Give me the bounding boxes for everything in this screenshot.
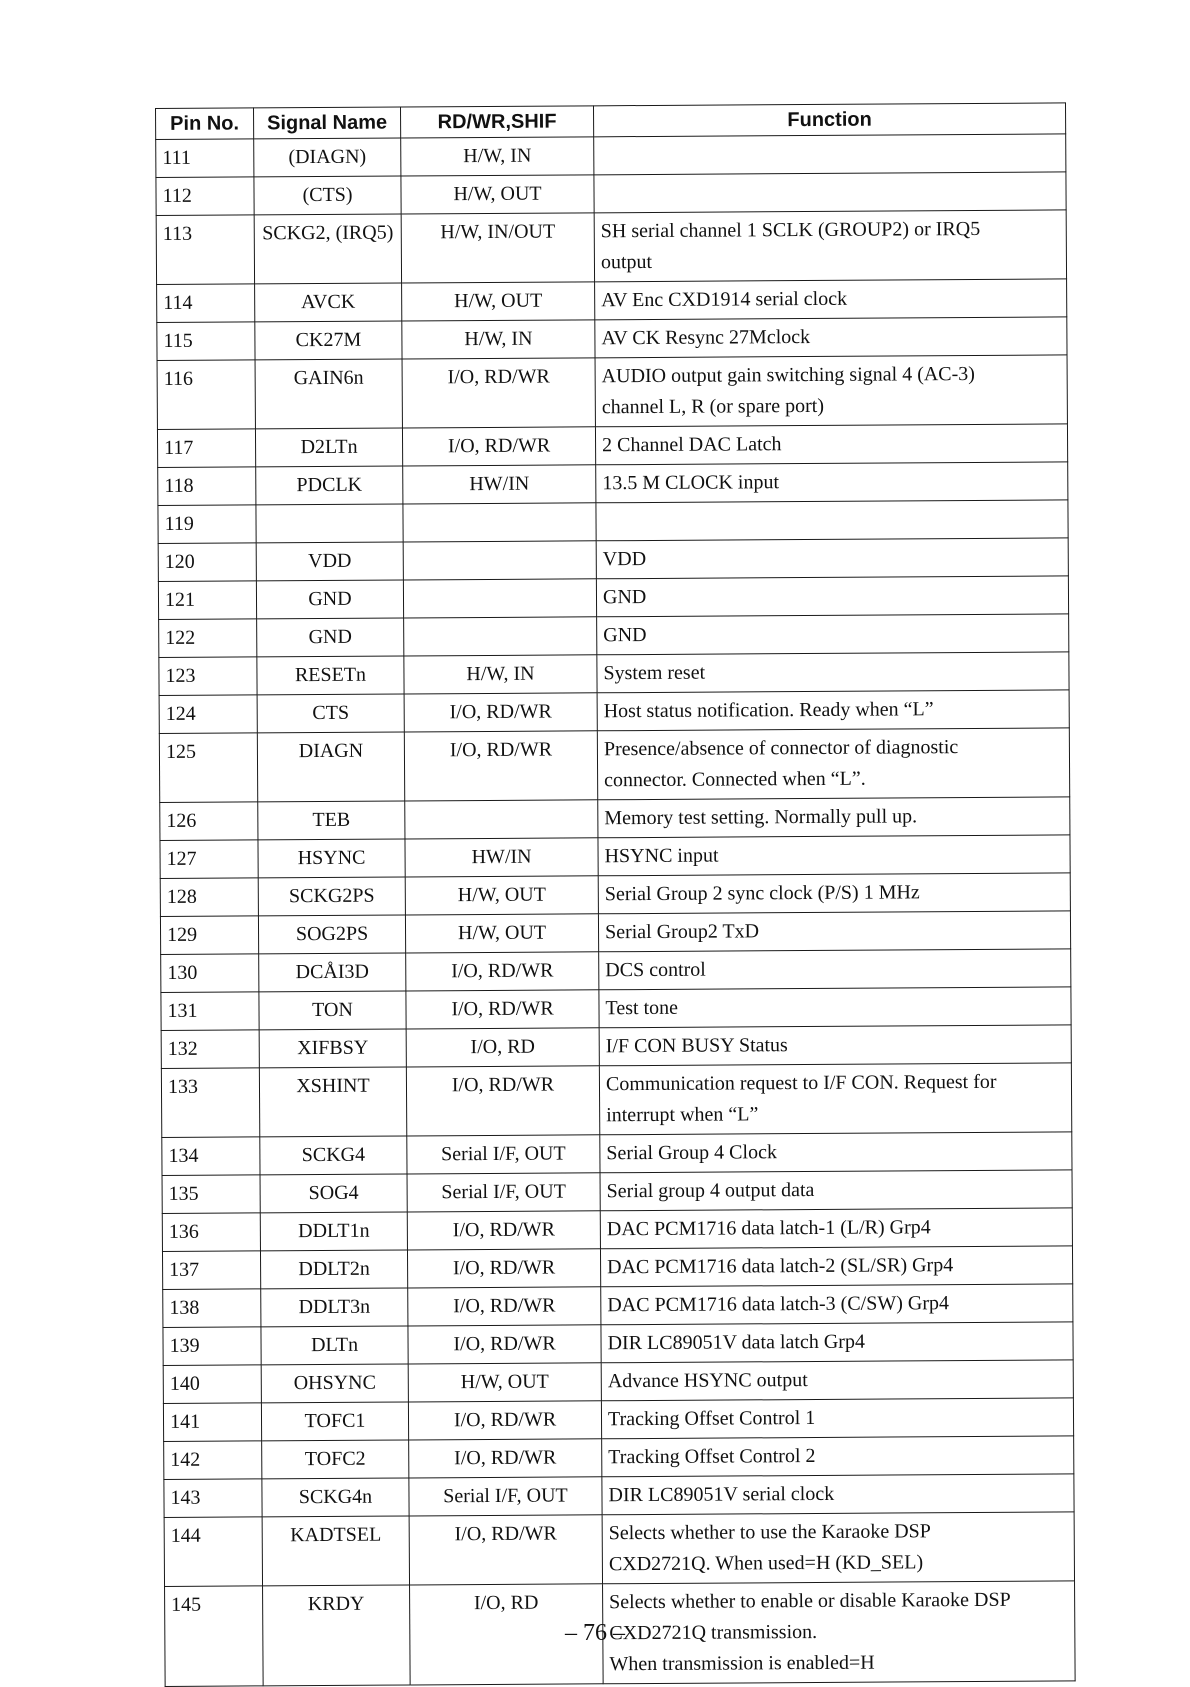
table-row	[157, 279, 1067, 323]
pin-number-cell: 116	[157, 360, 255, 430]
table-row	[161, 1063, 1071, 1138]
table-row	[158, 576, 1068, 620]
function-text-line: channel L, R (or spare port)	[601, 394, 825, 419]
table-row	[157, 355, 1067, 430]
signal-name-cell: VDD	[256, 542, 403, 581]
pin-number-cell: 121	[158, 581, 256, 620]
table-body	[156, 134, 1075, 1687]
signal-name-cell: SOG4	[260, 1174, 407, 1213]
function-text-line: CXD2721Q. When used=H (KD_SEL)	[608, 1551, 924, 1576]
table-row	[160, 911, 1070, 955]
function-cell	[596, 576, 1068, 617]
signal-name-cell: TOFC1	[261, 1402, 408, 1441]
rd-wr-shif-cell: I/O, RD/WR	[408, 1401, 601, 1440]
function-cell	[595, 317, 1067, 358]
function-text-line: 2 Channel DAC Latch	[602, 433, 782, 457]
table-row	[163, 1398, 1073, 1442]
function-cell	[594, 172, 1066, 213]
signal-name-cell: DCÅI3D	[259, 953, 406, 992]
rd-wr-shif-cell: H/W, OUT	[405, 876, 598, 915]
signal-name-cell: SOG2PS	[258, 915, 405, 954]
function-text-line: Tracking Offset Control 2	[608, 1444, 816, 1469]
function-cell	[600, 1170, 1072, 1211]
function-text-line: Selects whether to use the Karaoke DSP	[608, 1520, 931, 1545]
page-number: – 76 –	[565, 1620, 625, 1646]
pin-number-cell: 129	[160, 916, 258, 955]
pin-number-cell: 135	[162, 1175, 260, 1214]
function-cell	[598, 835, 1070, 876]
table-row	[159, 614, 1069, 658]
table-row	[162, 1170, 1072, 1214]
signal-name-cell: DDLT1n	[260, 1212, 407, 1251]
rd-wr-shif-cell: I/O, RD/WR	[409, 1515, 602, 1585]
rd-wr-shif-cell	[403, 541, 596, 580]
rd-wr-shif-cell: HW/IN	[403, 465, 596, 504]
signal-name-cell: DDLT3n	[261, 1288, 408, 1327]
signal-name-cell: D2LTn	[255, 428, 402, 467]
function-text-line: System reset	[603, 661, 706, 685]
signal-name-cell: DDLT2n	[260, 1250, 407, 1289]
rd-wr-shif-cell: Serial I/F, OUT	[409, 1477, 602, 1516]
function-cell	[599, 949, 1071, 990]
table-row	[156, 172, 1066, 216]
function-text-line: Memory test setting. Normally pull up.	[604, 805, 918, 830]
function-cell	[600, 1208, 1072, 1249]
pin-number-cell: 122	[159, 619, 257, 658]
function-cell	[601, 1284, 1073, 1325]
signal-name-cell: TEB	[258, 801, 405, 840]
pin-number-cell: 138	[163, 1289, 261, 1328]
function-text-line: output	[600, 250, 653, 274]
rd-wr-shif-cell	[403, 503, 596, 542]
function-cell	[598, 797, 1070, 838]
rd-wr-shif-cell: I/O, RD/WR	[402, 427, 595, 466]
pin-number-cell: 115	[157, 322, 255, 361]
signal-name-cell: SCKG4n	[262, 1478, 409, 1517]
function-text-line: Host status notification. Ready when “L”	[603, 698, 934, 723]
header-signal-name: Signal Name	[254, 107, 401, 139]
table-row	[160, 873, 1070, 917]
pin-number-cell: 112	[156, 177, 254, 216]
signal-name-cell: RESETn	[257, 656, 404, 695]
function-text-line: DCS control	[605, 958, 706, 982]
function-text-line: DAC PCM1716 data latch-2 (SL/SR) Grp4	[607, 1254, 954, 1279]
pin-number-cell: 117	[157, 429, 255, 468]
signal-name-cell	[256, 504, 403, 543]
function-cell	[595, 279, 1067, 320]
pin-number-cell: 140	[163, 1365, 261, 1404]
signal-name-cell: AVCK	[255, 283, 402, 322]
pin-number-cell: 144	[164, 1517, 262, 1587]
rd-wr-shif-cell: I/O, RD/WR	[404, 731, 597, 801]
rd-wr-shif-cell	[405, 800, 598, 839]
function-text-line: Communication request to I/F CON. Request for	[605, 1070, 997, 1096]
signal-name-cell: DLTn	[261, 1326, 408, 1365]
function-cell	[598, 911, 1070, 952]
rd-wr-shif-cell: I/O, RD/WR	[408, 1325, 601, 1364]
function-text-line: Serial Group 4 Clock	[606, 1141, 777, 1165]
signal-name-cell: KRDY	[263, 1585, 411, 1686]
table-row	[161, 949, 1071, 993]
function-text-line: When transmission is enabled=H	[609, 1651, 875, 1676]
rd-wr-shif-cell: I/O, RD/WR	[406, 990, 599, 1029]
rd-wr-shif-cell	[404, 617, 597, 656]
rd-wr-shif-cell: I/O, RD	[406, 1028, 599, 1067]
pin-number-cell: 120	[158, 543, 256, 582]
pin-number-cell: 142	[164, 1441, 262, 1480]
rd-wr-shif-cell: Serial I/F, OUT	[407, 1135, 600, 1174]
rd-wr-shif-cell: I/O, RD/WR	[404, 693, 597, 732]
signal-name-cell: HSYNC	[258, 839, 405, 878]
function-cell	[596, 462, 1068, 503]
function-text-line: 13.5 M CLOCK input	[602, 471, 780, 495]
pin-number-cell: 123	[159, 657, 257, 696]
table-row	[160, 797, 1070, 841]
pin-number-cell: 126	[160, 802, 258, 841]
pin-table-sheet	[155, 102, 1075, 1687]
function-cell	[601, 1360, 1073, 1401]
signal-name-cell: (DIAGN)	[254, 138, 401, 177]
pin-number-cell: 143	[164, 1479, 262, 1518]
signal-name-cell: CK27M	[255, 321, 402, 360]
rd-wr-shif-cell	[403, 579, 596, 618]
table-row	[162, 1132, 1072, 1176]
signal-name-cell: KADTSEL	[262, 1516, 409, 1586]
pin-number-cell: 128	[160, 878, 258, 917]
rd-wr-shif-cell: H/W, IN	[401, 137, 594, 176]
function-text-line: connector. Connected when “L”.	[604, 767, 866, 792]
signal-name-cell: GND	[257, 618, 404, 657]
function-cell	[599, 1025, 1071, 1066]
function-text-line: AUDIO output gain switching signal 4 (AC-3)	[601, 362, 976, 388]
function-cell	[595, 355, 1067, 427]
table-row	[161, 987, 1071, 1031]
rd-wr-shif-cell: I/O, RD/WR	[409, 1439, 602, 1478]
table-row	[162, 1246, 1072, 1290]
function-text-line: GND	[602, 586, 647, 609]
function-cell	[597, 690, 1069, 731]
pin-number-cell: 124	[159, 695, 257, 734]
table-row	[162, 1208, 1072, 1252]
signal-name-cell: XIFBSY	[259, 1029, 406, 1068]
table-row	[161, 1025, 1071, 1069]
pin-number-cell: 114	[157, 284, 255, 323]
pin-number-cell: 136	[162, 1213, 260, 1252]
pin-number-cell: 127	[160, 840, 258, 879]
pin-number-cell: 133	[161, 1068, 259, 1138]
function-cell	[602, 1436, 1074, 1477]
function-cell	[598, 873, 1070, 914]
table-row	[156, 134, 1066, 178]
function-text-line: Serial Group2 TxD	[604, 920, 760, 944]
pin-number-cell: 145	[165, 1586, 264, 1687]
function-cell	[597, 652, 1069, 693]
function-text-line: SH serial channel 1 SCLK (GROUP2) or IRQ5	[600, 217, 981, 243]
table-row	[163, 1360, 1073, 1404]
function-text-line: AV Enc CXD1914 serial clock	[601, 287, 848, 312]
function-text-line: VDD	[602, 548, 647, 571]
table-row	[159, 652, 1069, 696]
function-text-line: Advance HSYNC output	[607, 1369, 808, 1393]
rd-wr-shif-cell: H/W, IN	[402, 320, 595, 359]
pin-number-cell: 125	[159, 733, 257, 803]
signal-name-cell: DIAGN	[257, 732, 404, 802]
function-text-line: Presence/absence of connector of diagnostic	[603, 736, 959, 761]
rd-wr-shif-cell: H/W, OUT	[405, 914, 598, 953]
signal-name-cell: SCKG2, (IRQ5)	[254, 214, 401, 284]
table-row	[163, 1322, 1073, 1366]
function-cell	[600, 1246, 1072, 1287]
pin-number-cell: 113	[156, 215, 254, 285]
function-cell	[597, 728, 1069, 800]
function-cell	[596, 500, 1068, 541]
signal-name-cell: TON	[259, 991, 406, 1030]
function-cell	[602, 1474, 1074, 1515]
table-row	[157, 317, 1067, 361]
function-cell	[594, 210, 1066, 282]
signal-name-cell: XSHINT	[259, 1067, 406, 1137]
function-cell	[601, 1322, 1073, 1363]
function-text-line: DIR LC89051V data latch Grp4	[607, 1330, 865, 1355]
rd-wr-shif-cell: I/O, RD/WR	[407, 1211, 600, 1250]
rd-wr-shif-cell: I/O, RD/WR	[406, 952, 599, 991]
rd-wr-shif-cell: HW/IN	[405, 838, 598, 877]
table-row	[164, 1512, 1074, 1587]
function-text-line: interrupt when “L”	[606, 1103, 759, 1127]
function-cell	[600, 1132, 1072, 1173]
pin-number-cell: 139	[163, 1327, 261, 1366]
function-cell	[601, 1398, 1073, 1439]
function-cell	[602, 1512, 1074, 1584]
table-row	[159, 690, 1069, 734]
pin-function-table	[155, 102, 1076, 1687]
table-row	[158, 462, 1068, 506]
function-text-line: GND	[603, 624, 647, 647]
pin-number-cell: 111	[156, 139, 254, 178]
function-cell	[595, 424, 1067, 465]
pin-number-cell: 131	[161, 992, 259, 1031]
table-row	[164, 1474, 1074, 1518]
function-text-line: Test tone	[605, 996, 679, 1020]
signal-name-cell: TOFC2	[262, 1440, 409, 1479]
pin-number-cell: 119	[158, 505, 256, 544]
signal-name-cell: OHSYNC	[261, 1364, 408, 1403]
header-function: Function	[593, 103, 1065, 137]
function-text-line: CXD2721Q transmission.	[609, 1620, 818, 1645]
function-cell	[594, 134, 1066, 175]
rd-wr-shif-cell: I/O, RD/WR	[406, 1066, 599, 1136]
pin-number-cell: 141	[163, 1403, 261, 1442]
signal-name-cell: SCKG2PS	[258, 877, 405, 916]
signal-name-cell: SCKG4	[260, 1136, 407, 1175]
rd-wr-shif-cell: Serial I/F, OUT	[407, 1173, 600, 1212]
table-row	[159, 728, 1069, 803]
function-text-line: I/F CON BUSY Status	[605, 1034, 788, 1058]
rd-wr-shif-cell: I/O, RD	[410, 1584, 604, 1685]
pin-number-cell: 137	[162, 1251, 260, 1290]
function-text-line: AV CK Resync 27Mclock	[601, 326, 811, 350]
table-row	[164, 1436, 1074, 1480]
rd-wr-shif-cell: I/O, RD/WR	[407, 1249, 600, 1288]
table-row	[163, 1284, 1073, 1328]
rd-wr-shif-cell: I/O, RD/WR	[408, 1287, 601, 1326]
function-cell	[596, 538, 1068, 579]
pin-number-cell: 130	[161, 954, 259, 993]
rd-wr-shif-cell: H/W, OUT	[401, 175, 594, 214]
table-row	[157, 424, 1067, 468]
rd-wr-shif-cell: H/W, OUT	[408, 1363, 601, 1402]
function-cell	[599, 1063, 1071, 1135]
signal-name-cell: CTS	[257, 694, 404, 733]
table-row	[156, 210, 1066, 285]
function-text-line: DAC PCM1716 data latch-1 (L/R) Grp4	[606, 1216, 931, 1241]
table-row	[160, 835, 1070, 879]
pin-number-cell: 134	[162, 1137, 260, 1176]
rd-wr-shif-cell: H/W, OUT	[402, 282, 595, 321]
function-text-line: Selects whether to enable or disable Karaoke DSP	[609, 1588, 1011, 1614]
function-text-line: HSYNC input	[604, 844, 719, 868]
function-text-line: DIR LC89051V serial clock	[608, 1482, 835, 1507]
header-pin-no: Pin No.	[156, 108, 254, 140]
signal-name-cell: GAIN6n	[255, 359, 402, 429]
rd-wr-shif-cell: H/W, IN	[404, 655, 597, 694]
table-row	[158, 538, 1068, 582]
function-text-line: Serial group 4 output data	[606, 1178, 815, 1203]
pin-number-cell: 132	[161, 1030, 259, 1069]
rd-wr-shif-cell: H/W, IN/OUT	[401, 213, 594, 283]
function-text-line: Serial Group 2 sync clock (P/S) 1 MHz	[604, 881, 920, 906]
signal-name-cell: GND	[256, 580, 403, 619]
pin-number-cell: 118	[158, 467, 256, 506]
function-cell	[599, 987, 1071, 1028]
function-cell	[597, 614, 1069, 655]
table-row	[158, 500, 1068, 544]
signal-name-cell: PDCLK	[256, 466, 403, 505]
header-rd-wr-shif: RD/WR,SHIF	[400, 106, 593, 138]
function-text-line: Tracking Offset Control 1	[607, 1406, 816, 1431]
rd-wr-shif-cell: I/O, RD/WR	[402, 358, 595, 428]
function-text-line: DAC PCM1716 data latch-3 (C/SW) Grp4	[607, 1292, 950, 1317]
signal-name-cell: (CTS)	[254, 176, 401, 215]
